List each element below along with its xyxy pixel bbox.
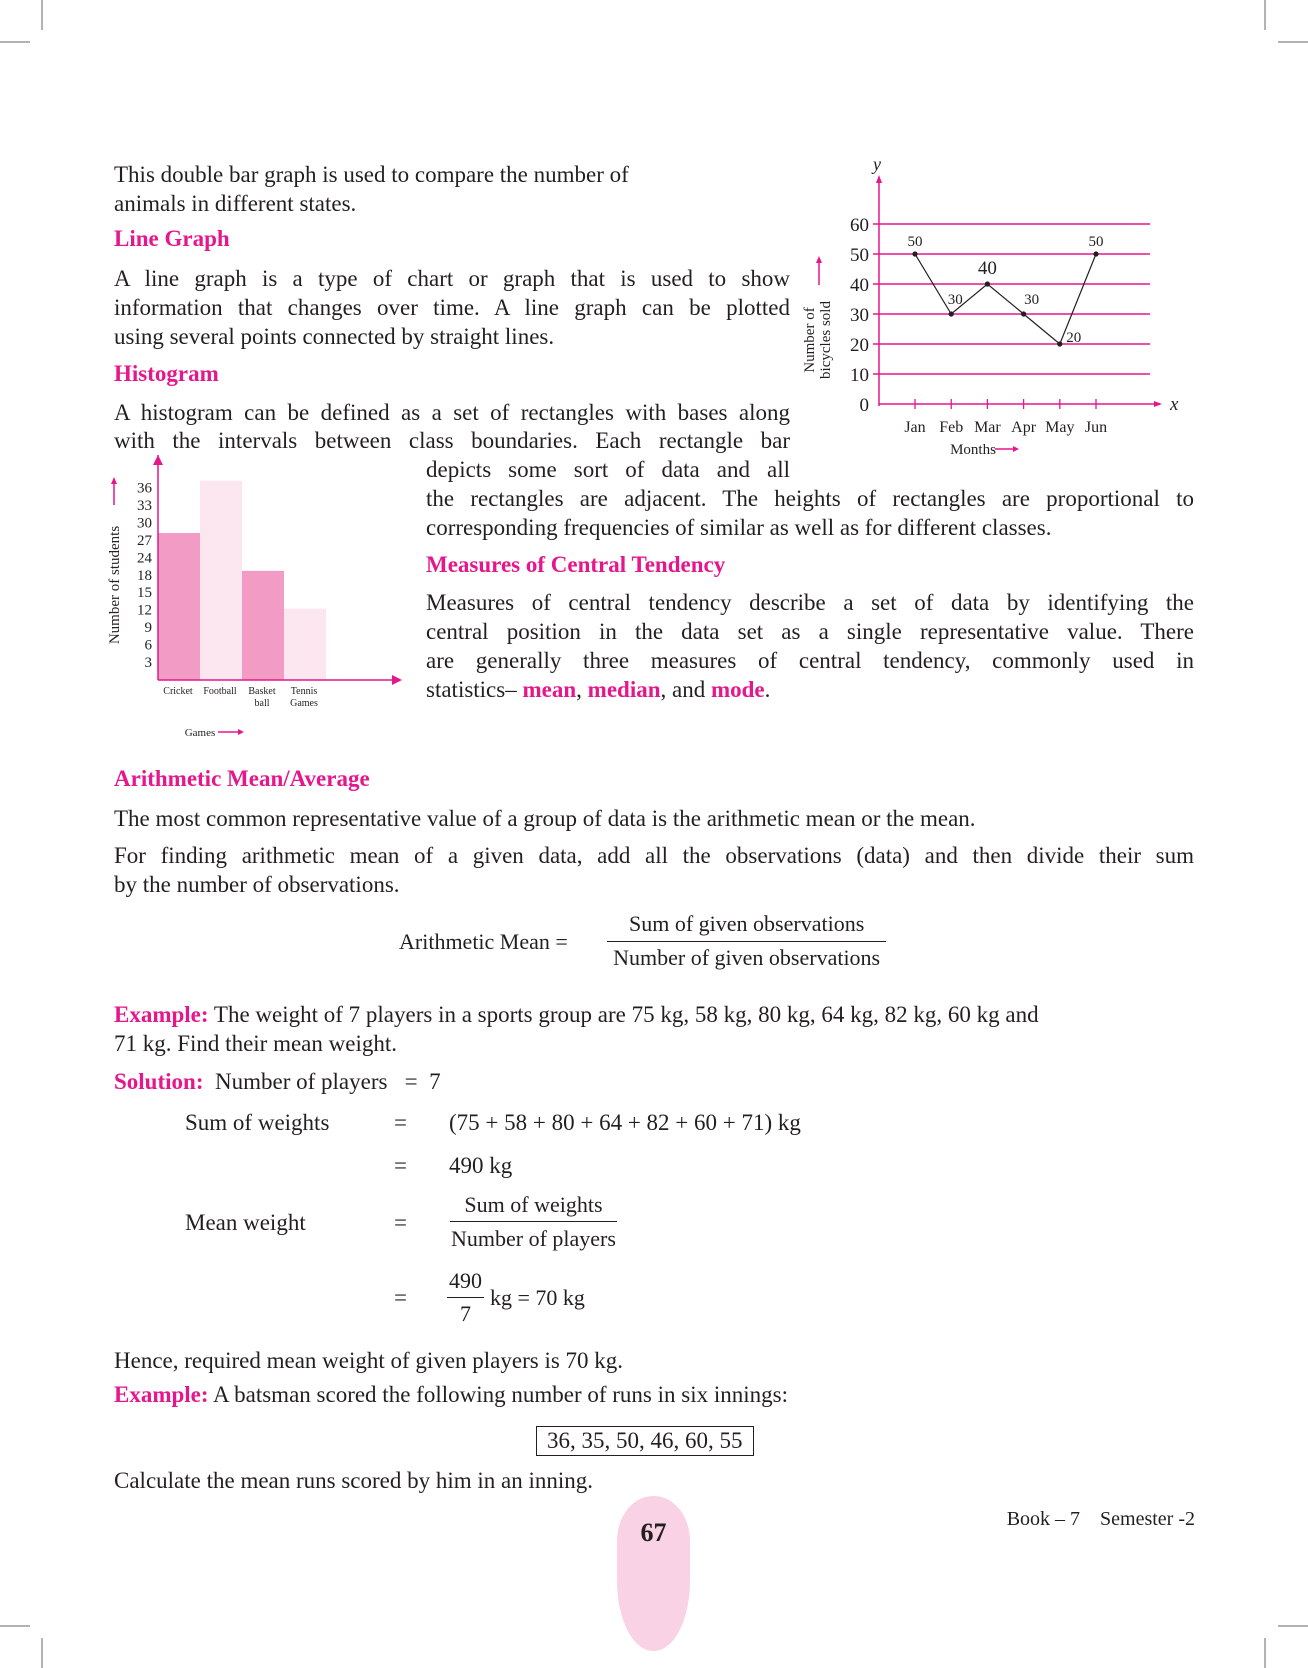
fraction-numerator: Sum of weights [450,1190,616,1222]
y-axis-arrow-icon [153,455,163,465]
x-axis-letter: x [1170,394,1179,415]
y-axis-title-line: bicycles sold [818,301,834,379]
mean-weight-fraction [447,1190,620,1253]
line-chart [790,150,1210,460]
x-tick-label: Feb [939,419,964,436]
y-tick-label: 0 [859,395,869,416]
histogram-bar [158,533,200,680]
histogram-chart [100,455,420,740]
paragraph-line: using several points connected by straight lines. [114,324,555,349]
crop-mark [1278,41,1308,43]
x-tick-label: Mar [974,419,1001,436]
data-label: 30 [947,292,963,308]
crop-mark [1264,0,1266,30]
data-label: 50 [907,234,923,250]
formula-fraction [607,910,886,972]
solution-label: Solution: [114,1069,204,1094]
paragraph-line: information that changes over time. A line graph can be plotted [114,295,790,320]
y-tick-label: 3 [144,655,152,671]
line-graph-heading: Line Graph [114,226,230,251]
row-equals: = [394,1210,407,1235]
y-tick-label: 50 [850,245,869,266]
x-tick-label: Tennis [290,686,318,697]
crop-mark [1264,1638,1266,1668]
y-axis-letter: y [873,154,881,174]
y-tick-label: 15 [137,585,152,602]
row-left: Mean weight [185,1210,306,1235]
term-mode: mode [710,677,765,702]
data-point [949,311,954,316]
row-right: 490 kg [449,1153,513,1178]
x-tick-label: Jan [904,419,926,436]
histogram-heading: Histogram [114,361,219,386]
paragraph-line: the rectangles are adjacent. The heights of rectangles are proportional to [426,486,1194,511]
histogram-bar [242,571,284,680]
text-fragment: A batsman scored the following number of runs in six innings: [208,1382,788,1407]
crop-mark [0,1625,30,1627]
arrow-right-icon [238,729,244,735]
intro-line: This double bar graph is used to compare the number of [114,162,629,187]
paragraph-line: A line graph is a type of chart or graph that is used to show [114,266,790,291]
result-fraction [447,1267,484,1328]
y-tick-label: 9 [144,620,152,637]
fraction-denominator: 7 [460,1301,471,1326]
paragraph-line: with the intervals between class boundaries. Each rectangle bar [114,428,790,453]
formula-denominator: Number of given observations [613,945,881,970]
term-median: median [587,677,661,702]
arithmetic-mean-para2-line2: by the number of observations. [114,872,400,897]
arrow-up-icon [111,477,117,484]
paragraph-line: are generally three measures of central tendency, commonly used in [426,648,1194,673]
text-fragment: , and [660,677,711,702]
paragraph-line [426,675,770,704]
intro-text [114,160,629,218]
data-label: 50 [1088,234,1104,250]
y-tick-label: 10 [850,365,869,386]
paragraph-line: corresponding frequencies of similar as well as for different classes. [426,515,1052,540]
x-axis-title: Months [950,442,996,458]
y-tick-label: 36 [137,480,152,497]
y-tick-label: 60 [850,215,869,236]
row-right: (75 + 58 + 80 + 64 + 82 + 60 + 71) kg [449,1110,801,1135]
example2-statement [114,1380,788,1409]
fraction-denominator: Number of players [451,1226,616,1251]
x-axis-arrow-icon [392,675,402,685]
y-tick-label: 20 [850,335,869,356]
row-equals: = [394,1285,407,1310]
x-tick-label: May [1045,419,1075,436]
x-axis-title: Games [184,727,216,739]
crop-mark [41,1638,43,1668]
row-equals: = [394,1153,407,1178]
intro-line: animals in different states. [114,191,357,216]
text-fragment: 71 kg. Find their mean weight. [114,1031,397,1056]
example2-question: Calculate the mean runs scored by him in an inning. [114,1468,594,1493]
paragraph-line: Measures of central tendency describe a set of data by identifying the [426,590,1194,615]
x-tick-label: Apr [1011,419,1037,436]
term-mean: mean [522,677,577,702]
y-tick-label: 30 [850,305,869,326]
data-point [1057,341,1062,346]
x-tick-label: Football [203,686,237,697]
text-fragment: . [764,677,771,702]
arithmetic-mean-para2-line1: For finding arithmetic mean of a given data, add all the observations (data) and then divide their sum [114,843,1194,868]
arithmetic-mean-para1: The most common representative value of a group of data is the arithmetic mean or the mean. [114,806,976,831]
arrow-up-icon [816,256,822,263]
y-tick-label: 30 [137,515,152,532]
x-tick-label: Games [290,698,318,709]
arithmetic-mean-heading: Arithmetic Mean/Average [114,766,370,791]
x-tick-label: Cricket [163,686,193,697]
y-tick-label: 12 [137,602,152,619]
data-label: 40 [977,258,997,279]
x-tick-label: ball [254,698,270,709]
y-tick-label: 27 [137,532,152,549]
y-tick-label: 24 [137,550,152,567]
paragraph-line: depicts some sort of data and all [426,457,790,482]
data-point [1093,251,1098,256]
x-tick-label: Jun [1084,419,1108,436]
example-label: Example: [114,1002,209,1027]
example-label: Example: [114,1382,209,1407]
text-fragment: statistics– [426,677,523,702]
data-point [985,281,990,286]
x-axis-arrow-icon [1154,401,1162,407]
text-fragment: , [576,677,588,702]
example1-conclusion: Hence, required mean weight of given players is 70 kg. [114,1348,624,1373]
paragraph-line: central position in the data set as a single representative value. There [426,619,1194,644]
text-fragment: Number of players = 7 [203,1069,441,1094]
histogram-bar [200,481,242,680]
page-number: 67 [640,1518,667,1547]
row-left: Sum of weights [185,1110,330,1135]
y-axis-title-line: Number of [802,307,818,373]
formula-label: Arithmetic Mean = [399,929,568,954]
arrow-right-icon [1013,446,1019,452]
data-point [1021,311,1026,316]
central-tendency-heading: Measures of Central Tendency [426,552,726,577]
solution-line [114,1067,441,1096]
data-label: 30 [1024,292,1040,308]
data-label: 20 [1066,330,1082,346]
y-tick-label: 40 [850,275,869,296]
histogram-bar [284,609,326,680]
x-tick-label: Basket [248,686,276,697]
crop-mark [41,0,43,30]
formula-numerator: Sum of given observations [607,910,886,942]
data-point [912,251,917,256]
fraction-numerator: 490 [447,1267,484,1298]
example1-statement [114,1000,1039,1058]
y-tick-label: 18 [137,567,152,584]
row-equals: = [394,1110,407,1135]
text-fragment: The weight of 7 players in a sports group are 75 kg, 58 kg, 80 kg, 64 kg, 82 kg, 60 kg and [208,1002,1039,1027]
y-axis-arrow-icon [876,175,882,183]
crop-mark [1278,1625,1308,1627]
y-axis-title: Number of students [107,525,123,645]
crop-mark [0,41,30,43]
y-tick-label: 33 [137,497,152,514]
runs-box: 36, 35, 50, 46, 60, 55 [536,1426,754,1456]
y-tick-label: 6 [144,637,152,654]
row-tail: kg = 70 kg [490,1285,585,1310]
book-info: Book – 7 Semester -2 [1006,1508,1195,1530]
paragraph-line: A histogram can be defined as a set of rectangles with bases along [114,400,790,425]
